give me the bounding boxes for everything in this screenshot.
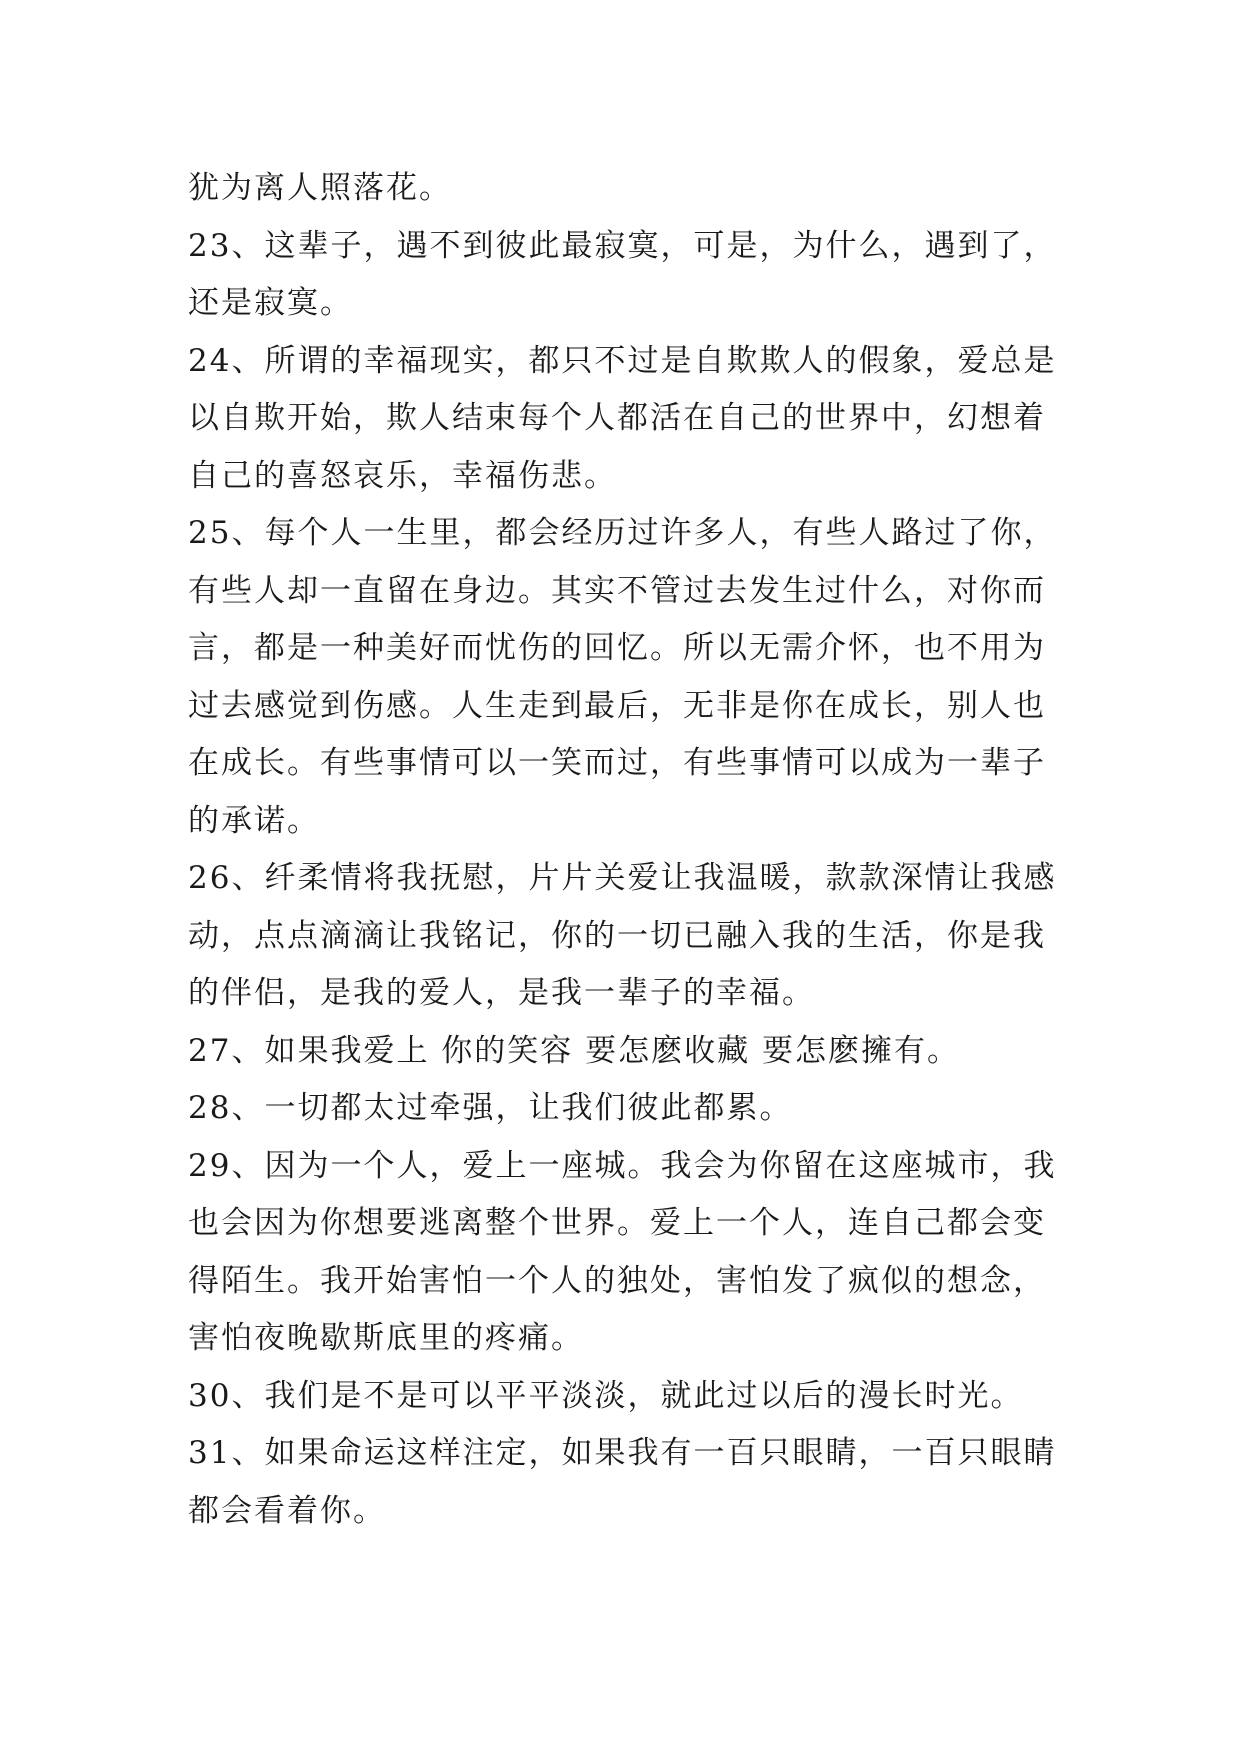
text-line: 也会因为你想要逃离整个世界。爱上一个人，连自己都会变 [188, 1205, 1046, 1241]
text-line: 得陌生。我开始害怕一个人的独处，害怕发了疯似的想念， [188, 1262, 1046, 1299]
text-line: 24、所谓的幸福现实，都只不过是自欺欺人的假象，爱总是 [188, 342, 1057, 379]
text-line: 害怕夜晚歇斯底里的疼痛。 [188, 1320, 584, 1356]
text-line: 26、纤柔情将我抚慰，片片关爱让我温暖，款款深情让我感 [188, 860, 1057, 896]
text-line: 25、每个人一生里，都会经历过许多人，有些人路过了你， [188, 515, 1057, 551]
text-line: 过去感觉到伤感。人生走到最后，无非是你在成长，别人也 [188, 687, 1046, 724]
text-line: 30、我们是不是可以平平淡淡，就此过以后的漫长时光。 [188, 1377, 1024, 1414]
text-line: 的伴侣，是我的爱人，是我一辈子的幸福。 [188, 975, 815, 1011]
text-line: 有些人却一直留在身边。其实不管过去发生过什么，对你而 [188, 572, 1046, 609]
text-line: 都会看着你。 [188, 1492, 386, 1529]
text-line: 28、一切都太过牵强，让我们彼此都累。 [188, 1090, 793, 1126]
text-line: 在成长。有些事情可以一笑而过，有些事情可以成为一辈子 [188, 745, 1046, 781]
text-line: 的承诺。 [188, 802, 320, 839]
text-line: 言，都是一种美好而忧伤的回忆。所以无需介怀，也不用为 [188, 630, 1046, 666]
text-line: 29、因为一个人，爱上一座城。我会为你留在这座城市，我 [188, 1147, 1057, 1184]
text-line: 以自欺开始，欺人结束每个人都活在自己的世界中，幻想着 [188, 400, 1046, 436]
document-body [188, 160, 1068, 1540]
text-line: 动，点点滴滴让我铭记，你的一切已融入我的生活，你是我 [188, 917, 1046, 954]
text-line: 犹为离人照落花。 [188, 170, 452, 206]
text-line: 31、如果命运这样注定，如果我有一百只眼睛，一百只眼睛 [188, 1435, 1057, 1471]
text-line: 23、这辈子，遇不到彼此最寂寞，可是，为什么，遇到了， [188, 227, 1057, 264]
text-line: 27、如果我爱上 你的笑容 要怎麽收藏 要怎麽擁有。 [188, 1032, 961, 1069]
text-line: 自己的喜怒哀乐，幸福伤悲。 [188, 457, 617, 494]
text-line: 还是寂寞。 [188, 285, 353, 321]
